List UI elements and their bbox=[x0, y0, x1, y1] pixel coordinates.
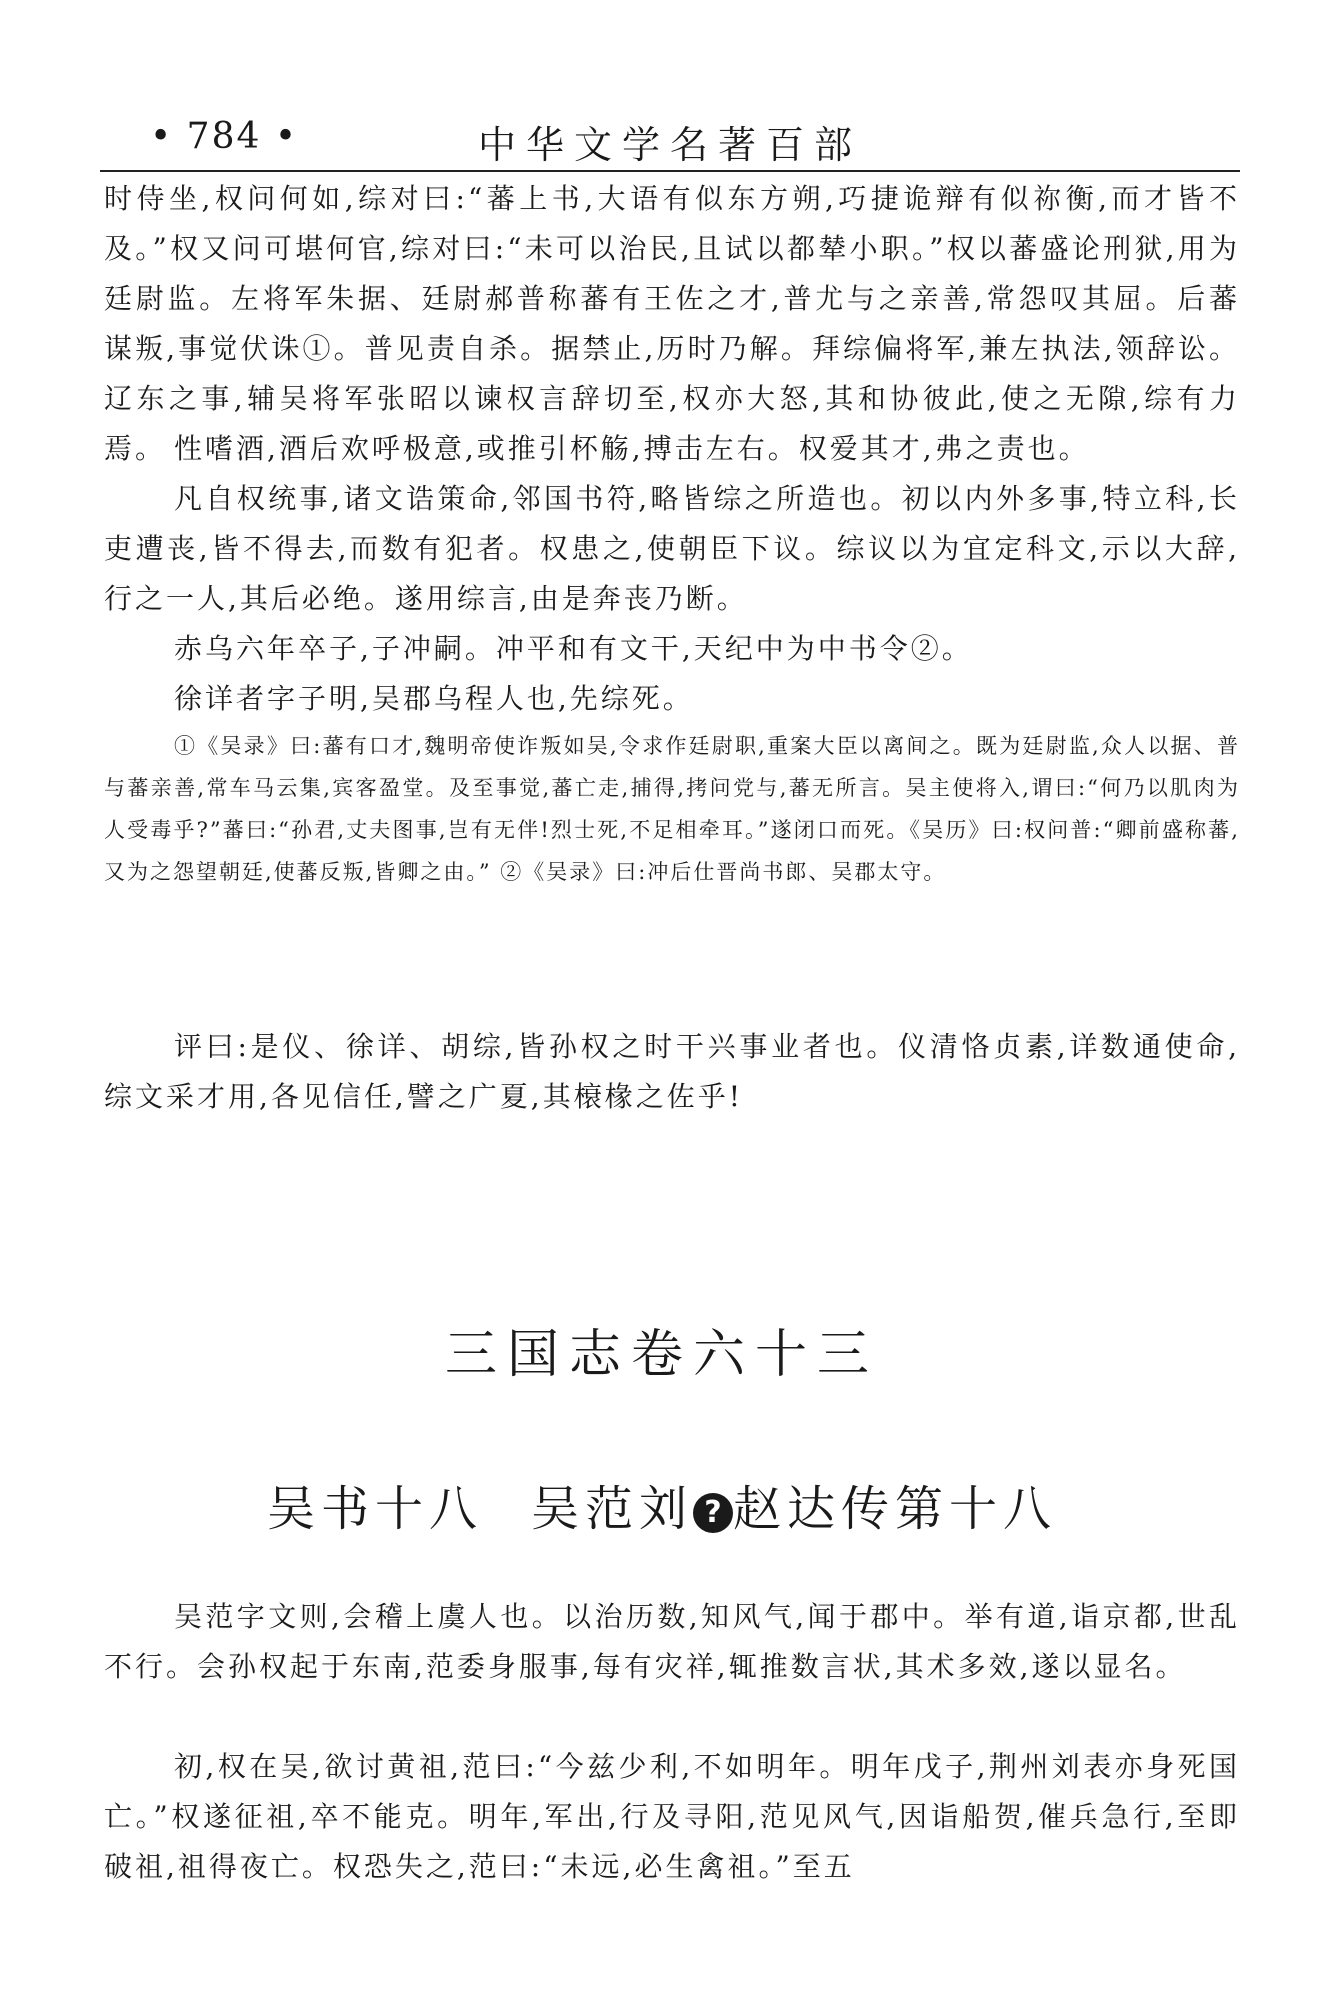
running-title: 中华文学名著百部 bbox=[477, 123, 862, 167]
paragraph-3: 凡自权统事,诸文诰策命,邻国书符,略皆综之所造也。初以内外多事,特立科,长吏遭丧,皆不得去,而数有犯者。权患之,使朝臣下议。综议以为宜定科文,示以大辞,行之一人,其后必绝。遂用综言,由是奔丧乃断。 bbox=[104, 482, 1240, 615]
page-number: • 784 • bbox=[150, 116, 299, 157]
paragraph-5: 徐详者字子明,吴郡乌程人也,先综死。 bbox=[174, 682, 694, 715]
chapter-title bbox=[0, 1470, 1324, 1539]
paragraph-1: 时侍坐,权问何如,综对曰:“蕃上书,大语有似东方朔,巧捷诡辩有似祢衡,而才皆不及。”权又问可堪何官,综对曰:“未可以治民,且试以都辇小职。”权以蕃盛论刑狱,用为廷尉监。左将军朱据、廷尉郝普称蕃有王佐之才,普尤与之亲善,常怨叹其屈。后蕃谋叛,事觉伏诛①。普见责自杀。据禁止,历时乃解。拜综偏将军,兼左执法,领辞讼。辽东之事,辅吴将军张昭以谏权言辞切至,权亦大怒,其和协彼此,使之无隙,综有力焉。 bbox=[104, 182, 1240, 465]
footnotes: ①《吴录》曰:蕃有口才,魏明帝使诈叛如吴,令求作廷尉职,重案大臣以离间之。既为廷尉监,众人以据、普与蕃亲善,常车马云集,宾客盈堂。及至事觉,蕃亡走,捕得,拷问党与,蕃无所言。吴主使将入,谓曰:“何乃以肌肉为人受毒乎?”蕃曰:“孙君,丈夫图事,岂有无伴!烈士死,不足相牵耳。”遂闭口而死。《吴历》曰:权问普:“卿前盛称蕃,又为之怨望朝廷,使蕃反叛,皆卿之由。” ②《吴录》曰:冲后仕晋尚书郎、吴郡太守。 bbox=[104, 734, 1240, 884]
missing-glyph-icon: ? bbox=[693, 1493, 733, 1533]
volume-title: 三国志卷六十三 bbox=[444, 1325, 879, 1385]
chapter-title-part2b: 赵达传第十八 bbox=[733, 1481, 1058, 1537]
chapter-paragraph-2: 初,权在吴,欲讨黄祖,范曰:“今兹少利,不如明年。明年戊子,荆州刘表亦身死国亡。”权遂征祖,卒不能克。明年,军出,行及寻阳,范见风气,因诣船贺,催兵急行,至即破祖,祖得夜亡。权恐失之,范曰:“未远,必生禽祖。”至五 bbox=[104, 1750, 1240, 1883]
paragraph-2: 性嗜酒,酒后欢呼极意,或推引杯觞,搏击左右。权爱其才,弗之责也。 bbox=[174, 432, 1090, 465]
chapter-paragraph-1: 吴范字文则,会稽上虞人也。以治历数,知风气,闻于郡中。举有道,诣京都,世乱不行。会孙权起于东南,范委身服事,每有灾祥,辄推数言状,其术多效,遂以显名。 bbox=[104, 1600, 1240, 1683]
page-header bbox=[100, 112, 1240, 172]
chapter-title-part1: 吴书十八 bbox=[266, 1481, 483, 1537]
chapter-title-part2a: 吴范刘 bbox=[530, 1481, 693, 1537]
header-rule bbox=[100, 170, 1240, 172]
commentary: 评曰:是仪、徐详、胡综,皆孙权之时干兴事业者也。仪清恪贞素,详数通使命,综文采才用,各见信任,譬之广夏,其榱椽之佐乎! bbox=[104, 1030, 1240, 1113]
paragraph-4: 赤乌六年卒子,子冲嗣。冲平和有文干,天纪中为中书令②。 bbox=[174, 632, 973, 665]
